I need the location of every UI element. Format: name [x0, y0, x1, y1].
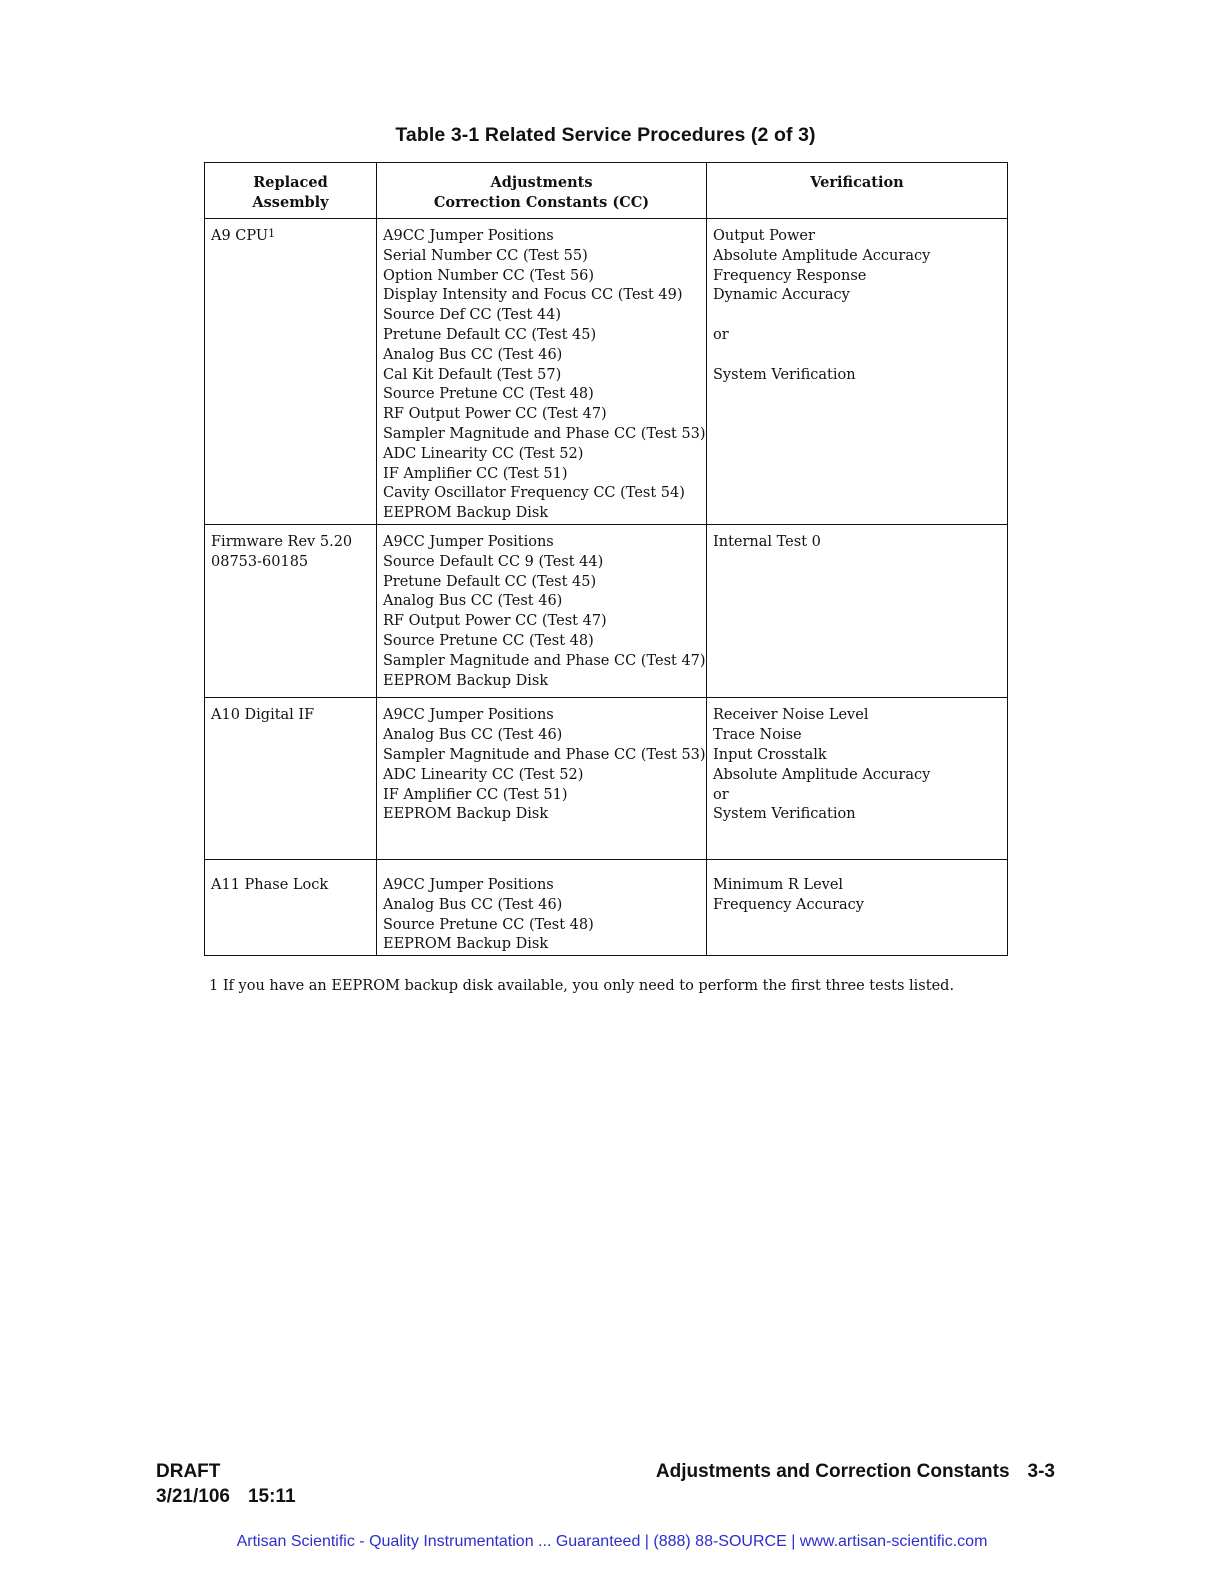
cell-line: [713, 896, 1001, 916]
cell-text: Pretune Default CC (Test 45): [383, 573, 597, 590]
cell-text: Analog Bus CC (Test 46): [383, 346, 563, 363]
cell-line: [383, 935, 700, 955]
verification-cell: [707, 524, 1008, 697]
cell-text: Frequency Response: [713, 267, 867, 284]
cell-text: Sampler Magnitude and Phase CC (Test 47): [383, 652, 706, 669]
cell-text: EEPROM Backup Disk: [383, 672, 549, 689]
cell-text: Frequency Accuracy: [713, 896, 864, 913]
cell-text: Minimum R Level: [713, 876, 844, 893]
cell-text: System Verification: [713, 806, 856, 823]
table-header-row: [205, 163, 1008, 219]
cell-text: A9CC Jumper Positions: [383, 533, 554, 550]
cell-line: [713, 286, 1001, 306]
draft-date: 3/21/106: [156, 1486, 230, 1507]
cell-line: [383, 706, 700, 726]
cell-line: [383, 726, 700, 746]
header-verification: [707, 163, 1008, 219]
cell-text: IF Amplifier CC (Test 51): [383, 465, 568, 482]
cell-line: [383, 247, 700, 267]
cell-text: EEPROM Backup Disk: [383, 806, 549, 823]
cell-line: [383, 533, 700, 553]
cell-line: [383, 326, 700, 346]
footnote-marker: 1: [268, 227, 276, 240]
cell-line: [713, 306, 1001, 326]
cell-line: [383, 504, 700, 524]
cell-line: [383, 876, 700, 896]
adjustments-cell: [377, 859, 707, 955]
cell-line: [383, 805, 700, 825]
cell-line: [383, 366, 700, 386]
cell-line: [713, 786, 1001, 806]
cell-line: [211, 706, 370, 726]
cell-line: [211, 227, 370, 247]
header-adjustments: [377, 163, 707, 219]
cell-line: [383, 746, 706, 766]
cell-text: Sampler Magnitude and Phase CC (Test 53): [383, 425, 706, 442]
cell-line: [713, 726, 1001, 746]
header-line: Correction Constants (CC): [433, 193, 650, 211]
header-line: Adjustments: [490, 174, 593, 191]
cell-text: A9 CPU: [211, 228, 269, 244]
cell-text: A9CC Jumper Positions: [383, 228, 554, 244]
cell-text: Input Crosstalk: [713, 746, 827, 763]
cell-line: [383, 465, 700, 485]
cell-text: Source Def CC (Test 44): [383, 307, 561, 324]
cell-text: A11 Phase Lock: [211, 876, 329, 893]
cell-line: [713, 805, 1001, 825]
header-line: Verification: [810, 174, 904, 191]
cell-text: RF Output Power CC (Test 47): [383, 406, 607, 423]
adjustments-cell: [377, 524, 707, 697]
cell-line: [383, 405, 700, 425]
cell-line: [713, 746, 1001, 766]
cell-text: RF Output Power CC (Test 47): [383, 613, 607, 630]
running-footer: [656, 1459, 1055, 1484]
cell-text: Receiver Noise Level: [713, 707, 869, 724]
cell-text: Analog Bus CC (Test 46): [383, 727, 563, 744]
cell-line: [383, 672, 700, 692]
cell-text: Trace Noise: [713, 727, 802, 744]
draft-timestamp: [156, 1484, 296, 1509]
assembly-cell: [205, 524, 377, 697]
verification-cell: [707, 859, 1008, 955]
assembly-cell: [205, 859, 377, 955]
adjustments-cell: [377, 698, 707, 860]
cell-line: [383, 484, 700, 504]
cell-text: ADC Linearity CC (Test 52): [383, 445, 584, 462]
cell-line: [383, 286, 700, 306]
cell-text: System Verification: [713, 366, 856, 383]
cell-line: [383, 786, 700, 806]
verification-cell: [707, 219, 1008, 525]
table-row: [205, 219, 1008, 525]
page-number: 3-3: [1027, 1461, 1055, 1482]
cell-text: IF Amplifier CC (Test 51): [383, 786, 568, 803]
cell-text: Serial Number CC (Test 55): [383, 247, 588, 264]
cell-line: [713, 247, 1001, 267]
cell-line: [383, 766, 700, 786]
table-row: [205, 859, 1008, 955]
cell-line: [713, 267, 1001, 287]
cell-line: [383, 825, 700, 845]
cell-text: Sampler Magnitude and Phase CC (Test 53): [383, 746, 706, 763]
header-line: Assembly: [252, 193, 329, 211]
table-title: Table 3-1 Related Service Procedures (2 of 3): [395, 124, 816, 146]
table-row: [205, 524, 1008, 697]
cell-line: [383, 425, 706, 445]
cell-text: Source Default CC 9 (Test 44): [383, 553, 604, 570]
cell-line: [713, 766, 1001, 786]
cell-line: [383, 553, 700, 573]
cell-line: [383, 896, 700, 916]
cell-line: [383, 445, 700, 465]
header-replaced-assembly: [205, 163, 377, 219]
cell-text: A9CC Jumper Positions: [383, 707, 554, 724]
cell-text: A10 Digital IF: [211, 707, 315, 724]
cell-text: EEPROM Backup Disk: [383, 936, 549, 953]
source-banner: Artisan Scientific - Quality Instrumentation ... Guaranteed | (888) 88-SOURCE | www.artisan-scientific.com: [236, 1533, 988, 1550]
cell-line: [383, 573, 700, 593]
cell-line: [383, 346, 700, 366]
cell-text: Dynamic Accuracy: [713, 287, 850, 304]
cell-line: [383, 632, 700, 652]
cell-line: [383, 612, 700, 632]
footnote: 1 If you have an EEPROM backup disk available, you only need to perform the first three tests listed.: [209, 978, 955, 994]
cell-text: Output Power: [713, 228, 815, 244]
cell-text: Cal Kit Default (Test 57): [383, 366, 562, 383]
draft-time: 15:11: [247, 1486, 296, 1507]
cell-line: [383, 652, 706, 672]
cell-text: Option Number CC (Test 56): [383, 267, 595, 284]
cell-line: [713, 533, 1001, 553]
table-row: [205, 698, 1008, 860]
cell-text: Display Intensity and Focus CC (Test 49): [383, 287, 683, 304]
cell-line: [713, 346, 1001, 366]
cell-line: [211, 533, 370, 553]
assembly-cell: [205, 219, 377, 525]
cell-line: [383, 227, 700, 247]
cell-text: Firmware Rev 5.20: [211, 533, 353, 550]
adjustments-cell: [377, 219, 707, 525]
cell-text: Internal Test 0: [713, 533, 821, 550]
cell-text: Absolute Amplitude Accuracy: [713, 766, 931, 783]
cell-line: [211, 876, 370, 896]
cell-line: [713, 706, 1001, 726]
cell-text: Analog Bus CC (Test 46): [383, 593, 563, 610]
footer-draft-block: [156, 1459, 296, 1509]
cell-text: or: [713, 786, 729, 803]
cell-text: ADC Linearity CC (Test 52): [383, 766, 584, 783]
cell-line: [383, 916, 700, 936]
cell-line: [713, 326, 1001, 346]
assembly-cell: [205, 698, 377, 860]
cell-line: [713, 227, 1001, 247]
cell-text: Cavity Oscillator Frequency CC (Test 54): [383, 485, 685, 502]
cell-text: Absolute Amplitude Accuracy: [713, 247, 931, 264]
cell-line: [211, 553, 370, 573]
cell-text: or: [713, 326, 729, 343]
verification-cell: [707, 698, 1008, 860]
cell-text: Pretune Default CC (Test 45): [383, 326, 597, 343]
header-line: Replaced: [253, 174, 328, 191]
draft-label: DRAFT: [156, 1461, 221, 1482]
cell-text: EEPROM Backup Disk: [383, 505, 549, 522]
cell-line: [383, 267, 700, 287]
cell-text: Analog Bus CC (Test 46): [383, 896, 563, 913]
cell-text: Source Pretune CC (Test 48): [383, 632, 594, 649]
cell-text: A9CC Jumper Positions: [383, 876, 554, 893]
cell-line: [383, 306, 700, 326]
cell-line: [383, 592, 700, 612]
cell-text: 08753-60185: [211, 553, 309, 570]
cell-line: [383, 385, 700, 405]
chapter-title: Adjustments and Correction Constants: [655, 1461, 1010, 1482]
cell-line: [713, 366, 1001, 386]
related-service-procedures-table: [204, 162, 1008, 956]
cell-line: [713, 876, 1001, 896]
cell-text: Source Pretune CC (Test 48): [383, 386, 594, 403]
cell-text: Source Pretune CC (Test 48): [383, 916, 594, 933]
